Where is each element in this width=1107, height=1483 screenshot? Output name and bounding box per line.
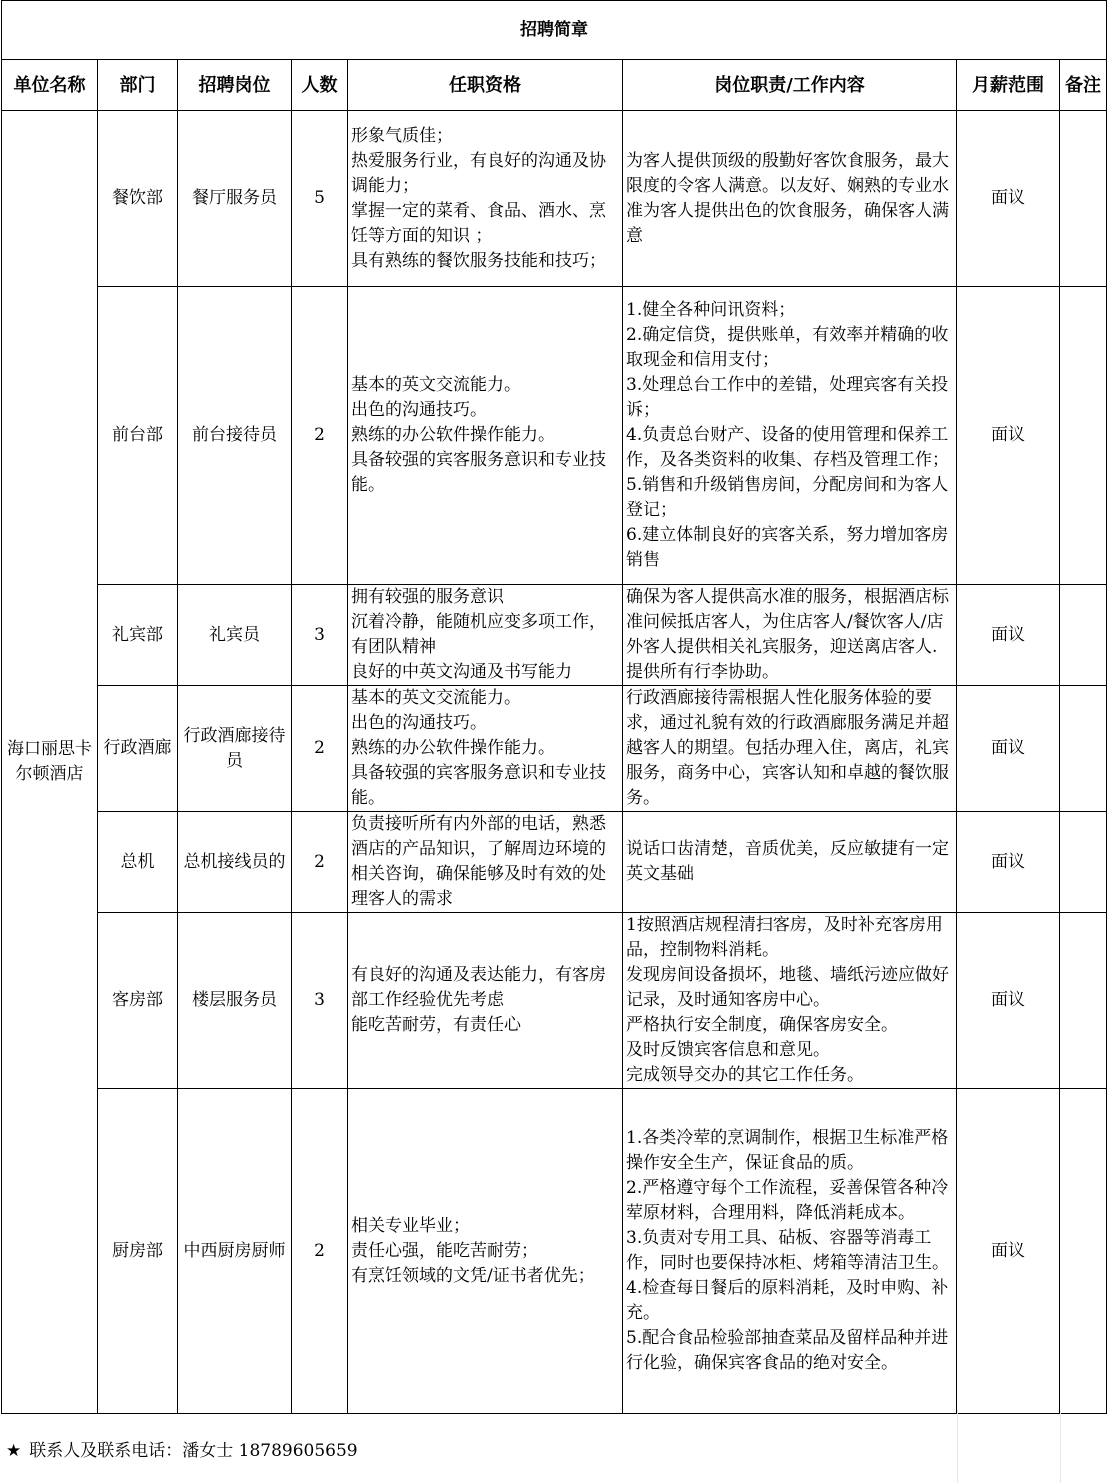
duty-line: 1.各类冷荤的烹调制作，根据卫生标准严格操作安全生产，保证食品的质。 — [626, 1128, 949, 1173]
dept-cell: 行政酒廊 — [98, 686, 178, 812]
header-duties: 岗位职责/工作内容 — [623, 60, 957, 111]
header-count: 人数 — [292, 60, 348, 111]
qualification-cell — [348, 585, 623, 686]
note-cell — [1060, 1089, 1107, 1414]
table-row — [2, 913, 1107, 1089]
qualification-line: 具有熟练的餐饮服务技能和技巧； — [351, 250, 606, 271]
qualification-line: 出色的沟通技巧。 — [351, 713, 487, 733]
duties-cell — [623, 287, 957, 585]
header-dept: 部门 — [98, 60, 178, 111]
duty-line: 4.负责总台财产、设备的使用管理和保养工作，及各类资料的收集、存档及管理工作； — [626, 425, 949, 470]
position-cell: 楼层服务员 — [178, 913, 292, 1089]
contact-footer — [6, 1436, 358, 1461]
table-row — [2, 287, 1107, 585]
duty-line: 1按照酒店规程清扫客房，及时补充客房用品，控制物料消耗。 — [626, 915, 943, 960]
qualification-line: 有烹饪领域的文凭/证书者优先； — [351, 1265, 595, 1286]
header-salary: 月薪范围 — [957, 60, 1060, 111]
position-cell: 总机接线员的 — [178, 812, 292, 913]
qualification-line: 负责接听所有内外部的电话，熟悉酒店的产品知识，了解周边环境的相关咨询，确保能够及时有效的处理客人的需求 — [351, 814, 606, 909]
duties-cell — [623, 585, 957, 686]
salary-cell: 面议 — [957, 686, 1060, 812]
note-cell — [1060, 686, 1107, 812]
qualification-cell — [348, 812, 623, 913]
qualification-cell — [348, 1089, 623, 1414]
count-cell: 2 — [292, 812, 348, 913]
position-cell: 中西厨房厨师 — [178, 1089, 292, 1414]
qualification-line: 基本的英文交流能力。 — [351, 375, 521, 395]
note-cell — [1060, 287, 1107, 585]
note-cell — [1060, 812, 1107, 913]
count-cell: 5 — [292, 111, 348, 287]
header-qualification: 任职资格 — [348, 60, 623, 111]
duty-line: 3.负责对专用工具、砧板、容器等消毒工作，同时也要保持冰柜、烤箱等清洁卫生。 — [626, 1228, 949, 1273]
duties-cell — [623, 686, 957, 812]
qualification-line: 拥有较强的服务意识 — [351, 587, 504, 607]
position-cell: 餐厅服务员 — [178, 111, 292, 287]
qualification-line: 掌握一定的菜肴、食品、酒水、烹饪等方面的知识 ； — [351, 200, 606, 246]
duty-line: 4.检查每日餐后的原料消耗，及时申购、补充。 — [626, 1278, 949, 1323]
dept-cell: 客房部 — [98, 913, 178, 1089]
position-cell: 行政酒廊接待员 — [178, 686, 292, 812]
salary-cell: 面议 — [957, 111, 1060, 287]
duty-line: 为客人提供顶级的殷勤好客饮食服务，最大限度的令客人满意。以友好、娴熟的专业水准为客人提供出色的饮食服务，确保客人满意 — [626, 150, 949, 246]
position-cell: 前台接待员 — [178, 287, 292, 585]
qualification-line: 良好的中英文沟通及书写能力 — [351, 662, 572, 682]
table-row — [2, 111, 1107, 287]
salary-cell: 面议 — [957, 1089, 1060, 1414]
qualification-line: 形象气质佳； — [351, 125, 453, 146]
duty-line: 完成领导交办的其它工作任务。 — [626, 1065, 864, 1085]
qualification-line: 熟练的办公软件操作能力。 — [351, 425, 555, 445]
table-row — [2, 686, 1107, 812]
duties-cell — [623, 111, 957, 287]
duty-line: 5.销售和升级销售房间，分配房间和为客人登记； — [626, 475, 949, 520]
duty-line: 6.建立体制良好的宾客关系，努力增加客房销售 — [626, 525, 949, 570]
header-position: 招聘岗位 — [178, 60, 292, 111]
duty-line: 2.确定信贷，提供账单，有效率并精确的收取现金和信用支付； — [626, 325, 949, 370]
duties-cell — [623, 812, 957, 913]
qualification-line: 责任心强，能吃苦耐劳； — [351, 1240, 538, 1261]
salary-cell: 面议 — [957, 287, 1060, 585]
duty-line: 行政酒廊接待需根据人性化服务体验的要求，通过礼貌有效的行政酒廊服务满足并超越客人的期望。包括办理入住，离店，礼宾服务，商务中心，宾客认知和卓越的餐饮服务。 — [626, 688, 949, 808]
recruitment-table — [1, 0, 1107, 1414]
duty-line: 5.配合食品检验部抽查菜品及留样品种并进行化验，确保宾客食品的绝对安全。 — [626, 1328, 949, 1373]
star-icon: ★ — [6, 1441, 22, 1461]
header-row — [2, 60, 1107, 111]
dept-cell: 前台部 — [98, 287, 178, 585]
table-title: 招聘简章 — [2, 1, 1107, 60]
dept-cell: 餐饮部 — [98, 111, 178, 287]
dept-cell: 总机 — [98, 812, 178, 913]
duty-line: 发现房间设备损坏，地毯、墙纸污迹应做好记录，及时通知客房中心。 — [626, 965, 949, 1010]
note-cell — [1060, 913, 1107, 1089]
qualification-line: 沉着冷静，能随机应变多项工作，有团队精神 — [351, 612, 606, 657]
qualification-cell — [348, 686, 623, 812]
duties-cell — [623, 1089, 957, 1414]
table-row — [2, 812, 1107, 913]
header-note: 备注 — [1060, 60, 1107, 111]
header-unit: 单位名称 — [2, 60, 98, 111]
dept-cell: 礼宾部 — [98, 585, 178, 686]
duty-line: 严格执行安全制度，确保客房安全。 — [626, 1015, 898, 1035]
qualification-line: 出色的沟通技巧。 — [351, 400, 487, 420]
duty-line: 说话口齿清楚，音质优美，反应敏捷有一定英文基础 — [626, 839, 949, 884]
qualification-cell — [348, 287, 623, 585]
qualification-line: 能吃苦耐劳，有责任心 — [351, 1015, 521, 1035]
note-cell — [1060, 585, 1107, 686]
count-cell: 2 — [292, 1089, 348, 1414]
salary-cell: 面议 — [957, 812, 1060, 913]
count-cell: 3 — [292, 585, 348, 686]
count-cell: 3 — [292, 913, 348, 1089]
dept-cell: 厨房部 — [98, 1089, 178, 1414]
duty-line: 确保为客人提供高水准的服务，根据酒店标准问候抵店客人，为住店客人/餐饮客人/店外客人提供相关礼宾服务，迎送离店客人. 提供所有行李协助。 — [626, 587, 949, 682]
duty-line: 3.处理总台工作中的差错，处理宾客有关投诉； — [626, 375, 949, 420]
table-row — [2, 585, 1107, 686]
salary-cell: 面议 — [957, 913, 1060, 1089]
qualification-line: 具备较强的宾客服务意识和专业技能。 — [351, 450, 606, 495]
note-cell — [1060, 111, 1107, 287]
qualification-cell — [348, 913, 623, 1089]
position-cell: 礼宾员 — [178, 585, 292, 686]
qualification-line: 相关专业毕业； — [351, 1215, 470, 1236]
unit-name-cell: 海口丽思卡尔顿酒店 — [2, 111, 98, 1414]
qualification-line: 熟练的办公软件操作能力。 — [351, 738, 555, 758]
count-cell: 2 — [292, 686, 348, 812]
duty-line: 2.严格遵守每个工作流程，妥善保管各种冷荤原材料，合理用料，降低消耗成本。 — [626, 1178, 949, 1223]
qualification-line: 有良好的沟通及表达能力，有客房部工作经验优先考虑 — [351, 965, 606, 1010]
qualification-line: 基本的英文交流能力。 — [351, 688, 521, 708]
qualification-line: 热爱服务行业，有良好的沟通及协调能力； — [351, 150, 606, 196]
qualification-line: 具备较强的宾客服务意识和专业技能。 — [351, 763, 606, 808]
duties-cell — [623, 913, 957, 1089]
sheet-gridline — [957, 1410, 958, 1483]
duty-line: 及时反馈宾客信息和意见。 — [626, 1040, 830, 1060]
count-cell: 2 — [292, 287, 348, 585]
duty-line: 1.健全各种问讯资料； — [626, 300, 796, 320]
qualification-cell — [348, 111, 623, 287]
table-row — [2, 1089, 1107, 1414]
sheet-gridline — [1060, 1410, 1061, 1483]
salary-cell: 面议 — [957, 585, 1060, 686]
contact-text: 联系人及联系电话：潘女士 18789605659 — [29, 1441, 358, 1461]
